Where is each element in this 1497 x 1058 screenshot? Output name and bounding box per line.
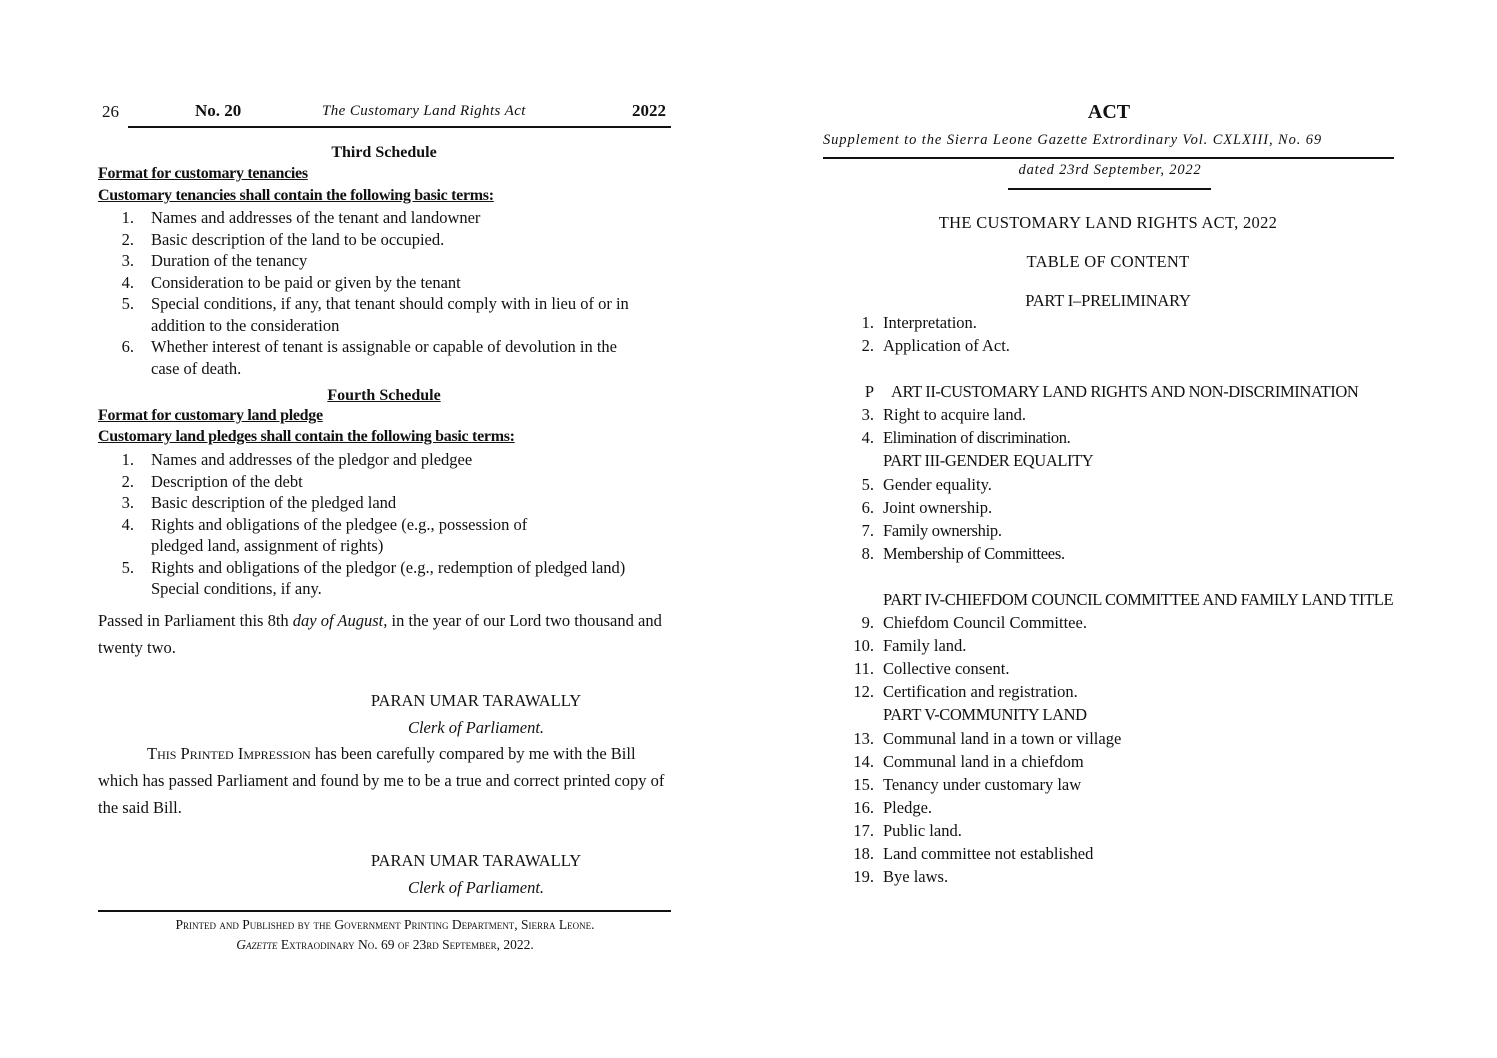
- fourth-schedule-title: Fourth Schedule: [327, 387, 441, 404]
- header-rule: [823, 157, 1394, 159]
- table-of-contents: [823, 311, 1423, 888]
- fourth-schedule-heading: Format for customary land pledge: [98, 407, 323, 424]
- part-4-heading: PART IV-CHIEFDOM COUNCIL COMMITTEE AND FAMILY LAND TITLE: [883, 589, 1394, 609]
- part-5-heading: PART V-COMMUNITY LAND: [883, 705, 1087, 725]
- list-item: 2. Basic description of the land to be occupied.: [121, 229, 445, 249]
- gazette-supplement: Supplement to the Sierra Leone Gazette Extrordinary Vol. CXLXIII, No. 69: [823, 132, 1323, 148]
- part-2-heading: P ART II-CUSTOMARY LAND RIGHTS AND NON-DISCRIMINATION: [864, 382, 1359, 402]
- toc-item: 2. Application of Act.: [861, 336, 1010, 356]
- signatory-name: PARAN UMAR TARAWALLY: [370, 851, 582, 870]
- fourth-schedule-intro: Customary land pledges shall contain the following basic terms:: [98, 428, 515, 445]
- list-item: 4. Consideration to be paid or given by the tenant: [121, 272, 461, 292]
- list-item: 6. Whether interest of tenant is assignable or capable of devolution in the case of death.: [121, 337, 617, 378]
- act-number: No. 20: [195, 101, 242, 120]
- toc-item: 5. Gender equality.: [861, 474, 992, 494]
- list-item: 2. Description of the debt: [121, 471, 303, 491]
- toc-item: 4. Elimination of discrimination.: [861, 428, 1071, 448]
- right-page: [748, 0, 1497, 1058]
- toc-item: 9. Chiefdom Council Committee.: [861, 613, 1087, 633]
- header-rule: [128, 126, 671, 128]
- printer-imprint: Printed and Published by the Government Printing Department, Sierra Leone.: [175, 917, 595, 932]
- list-item: 1. Names and addresses of the pledgor and pledgee: [121, 450, 473, 469]
- third-schedule-intro: Customary tenancies shall contain the following basic terms:: [98, 187, 494, 204]
- left-page: [0, 0, 748, 1058]
- signatory-role: Clerk of Parliament.: [407, 718, 545, 737]
- toc-item: 8. Membership of Committees.: [861, 543, 1065, 563]
- toc-item: 10. Family land.: [853, 636, 967, 656]
- toc-item: 18. Land committee not established: [853, 843, 1094, 863]
- certification-statement: This Printed Impression has been carefully compared by me with the Bill which has passed Parliament and found by me to be a true and correct printed copy of the said Bill.: [98, 744, 665, 817]
- running-title: The Customary Land Rights Act: [322, 103, 526, 119]
- fourth-schedule-list: [98, 449, 641, 600]
- passed-statement: Passed in Parliament this 8th day of August, in the year of our Lord two thousand and twenty two.: [98, 611, 662, 657]
- list-item: 4. Rights and obligations of the pledgee (e.g., possession of pledged land, assignment of rights): [121, 514, 528, 555]
- gazette-date: dated 23rd September, 2022: [1018, 162, 1202, 178]
- gazette-imprint: Gazette Extraodinary No. 69 of 23rd September, 2022.: [236, 937, 534, 952]
- list-item: 1. Names and addresses of the tenant and landowner: [121, 208, 481, 227]
- toc-item: 17. Public land.: [853, 820, 962, 840]
- part-1-heading: PART I–PRELIMINARY: [1025, 291, 1191, 310]
- third-schedule-list: [98, 207, 641, 379]
- toc-item: 7. Family ownership.: [861, 520, 1002, 540]
- toc-item: 11. Collective consent.: [853, 659, 1010, 679]
- toc-item: 19. Bye laws.: [853, 867, 949, 887]
- toc-item: 15. Tenancy under customary law: [853, 774, 1082, 794]
- toc-item: 16. Pledge.: [853, 797, 933, 817]
- toc-item: 3. Right to acquire land.: [861, 405, 1026, 425]
- third-schedule-heading: Format for customary tenancies: [98, 165, 308, 182]
- toc-title: TABLE OF CONTENT: [1026, 252, 1190, 271]
- date-rule: [1008, 188, 1211, 190]
- header-year: 2022: [632, 101, 666, 120]
- page-number: 26: [102, 102, 119, 121]
- third-schedule-title: Third Schedule: [331, 144, 437, 161]
- toc-item: 1. Interpretation.: [861, 313, 977, 332]
- list-item: 5. Rights and obligations of the pledgor (e.g., redemption of pledged land) Special conditions, if any.: [121, 557, 626, 598]
- list-item: 5. Special conditions, if any, that tenant should comply with in lieu of or in addition to the consideration: [121, 294, 629, 335]
- act-heading: ACT: [1087, 101, 1131, 123]
- footer-rule: [98, 910, 671, 912]
- toc-item: 14. Communal land in a chiefdom: [853, 751, 1084, 771]
- toc-item: 6. Joint ownership.: [861, 497, 993, 517]
- list-item: 3. Basic description of the pledged land: [121, 493, 397, 512]
- toc-item: 12. Certification and registration.: [853, 682, 1078, 702]
- part-3-heading: PART III-GENDER EQUALITY: [883, 451, 1094, 471]
- toc-item: 13. Communal land in a town or village: [853, 728, 1122, 748]
- signatory-name: PARAN UMAR TARAWALLY: [370, 691, 582, 710]
- list-item: 3. Duration of the tenancy: [121, 251, 308, 270]
- act-title: THE CUSTOMARY LAND RIGHTS ACT, 2022: [938, 213, 1278, 232]
- signatory-role: Clerk of Parliament.: [407, 878, 545, 897]
